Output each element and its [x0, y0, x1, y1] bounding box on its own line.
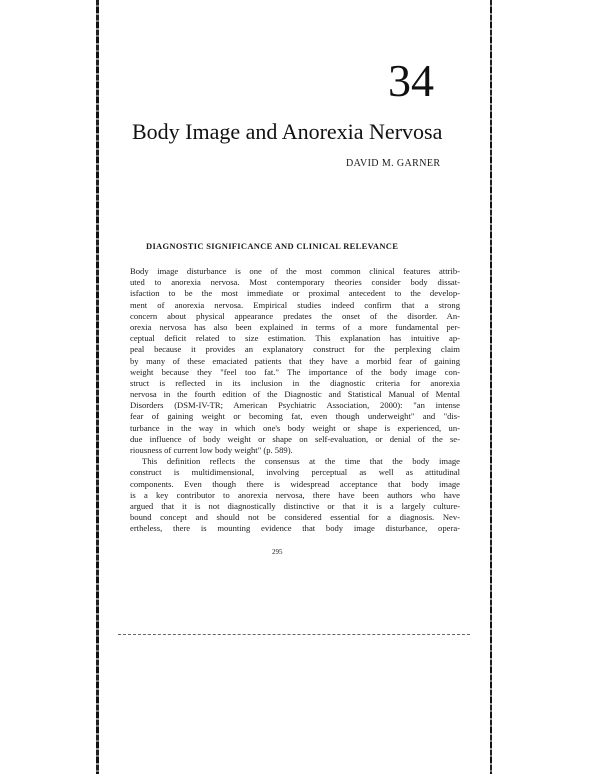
- body-line: concern about physical appearance predates the onset of the disorder. An-: [130, 310, 460, 321]
- body-line: orexia nervosa has also been explained in terms of a more fundamental per-: [130, 321, 460, 332]
- chapter-author: DAVID M. GARNER: [346, 158, 441, 169]
- body-line: ment of anorexia nervosa. Empirical studies indeed confirm that a strong: [130, 299, 460, 310]
- body-line: is a key contributor to anorexia nervosa, there have been authors who have: [130, 489, 460, 500]
- body-line: Body image disturbance is one of the most common clinical features attrib-: [130, 266, 460, 276]
- body-line: Disorders (DSM-IV-TR; American Psychiatric Association, 2000): "an intense: [130, 400, 460, 411]
- body-line: fear of gaining weight or becoming fat, even though underweight" and "dis-: [130, 411, 460, 422]
- body-line: components. Even though there is widespread acceptance that body image: [130, 478, 460, 489]
- chapter-title: Body Image and Anorexia Nervosa: [132, 119, 443, 144]
- body-line: isfaction to be the most immediate or proximal antecedent to the develop-: [130, 288, 460, 299]
- body-line: by many of these emaciated patients that they have a morbid fear of gaining: [130, 355, 460, 366]
- body-line: argued that it is not diagnostically distinctive or that it is a largely culture-: [130, 500, 460, 511]
- section-heading: DIAGNOSTIC SIGNIFICANCE AND CLINICAL RELEVANCE: [146, 241, 399, 251]
- scan-left-edge: [96, 0, 99, 774]
- body-line: due influence of body weight or shape on self-evaluation, or denial of the se-: [130, 433, 460, 444]
- body-line: weight because they "feel too fat." The importance of the body image con-: [130, 366, 460, 377]
- body-line: ceptual deficit related to size estimation. This explanation has intuitive ap-: [130, 333, 460, 344]
- body-text: [130, 266, 460, 535]
- page-number: 295: [272, 548, 283, 556]
- body-line: nervosa in the fourth edition of the Diagnostic and Statistical Manual of Mental: [130, 389, 460, 400]
- body-line: riousness of current low body weight" (p. 589).: [130, 445, 293, 455]
- body-line: uted to anorexia nervosa. Most contemporary theories consider body dissat-: [130, 277, 460, 288]
- body-line: construct is multidimensional, involving perceptual as well as attitudinal: [130, 467, 460, 478]
- scan-right-edge: [490, 0, 492, 774]
- body-line: bound concept and should not be considered essential for a diagnosis. Nev-: [130, 512, 460, 523]
- body-line: peal because it provides an explanatory construct for the perplexing claim: [130, 344, 460, 355]
- body-line: ertheless, there is mounting evidence that body image disturbance, opera-: [130, 523, 460, 534]
- body-line: turbance in the way in which one's body weight or shape is experienced, un-: [130, 422, 460, 433]
- body-line: This definition reflects the consensus at the time that the body image: [142, 456, 460, 467]
- body-line: struct is reflected in its inclusion in the diagnostic criteria for anorexia: [130, 377, 460, 388]
- scan-bottom-line: [118, 634, 470, 635]
- chapter-number: 34: [388, 55, 434, 106]
